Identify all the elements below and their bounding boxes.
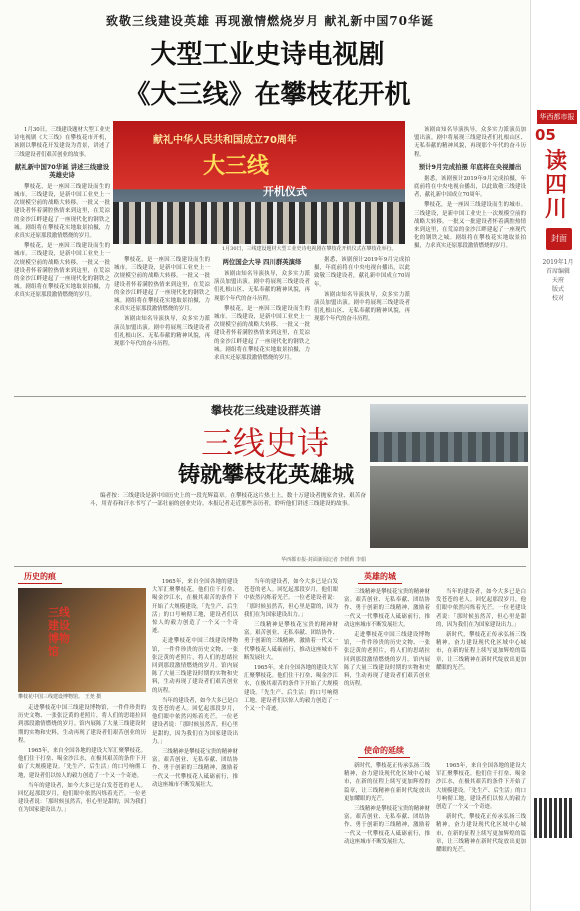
headline-title-line1: 大型工业史诗电视剧 [150,40,385,70]
banner-top-text: 献礼中华人民共和国成立70周年 [153,135,297,146]
column-4 [314,256,410,396]
column-5 [414,126,526,396]
column-4-paragraph-b: 该剧由知名导演执导，众多实力派演员加盟出演。剧中将展现三线建设者们扎根山区、无私奉献的精神风貌，再现那个年代的奋斗历程。 [314,291,410,323]
masthead-editor-3: 版式 [551,286,564,293]
bottom-column-3 [244,578,338,894]
bottom-column-7 [436,762,526,894]
bottom-col3-paragraph-c: 1965年，来自全国各地的建设大军汇聚攀枝花。他们住干打垒、喝金沙江水，在极其艰苦的条件下开始了大规模建设。「先生产、后生活」的口号响彻工地，建设者们以惊人的毅力创造了一个又一个奇迹。 [244,665,338,713]
special-title-red: 三线史诗 [200,424,329,462]
bottom-column-5 [436,588,526,738]
bottom-col6-paragraph-b: 三线精神是攀枝花宝贵的精神财富。艰苦创业、无私奉献、团结协作、勇于创新的三线精神，激励着一代又一代攀枝花人砥砺前行，推动这座城市不断发展壮大。 [344,806,430,845]
column-3 [214,256,310,396]
bottom-col1-paragraph: 走进攀枝花中国三线建设博物馆，一件件珍贵的历史文物、一张张泛黄的老照片，将人们的思绪拉回到那段激情燃烧的岁月。馆内展陈了大量三线建设时期的实物和史料，生动再现了建设者们艰苦创业的历程。 [18,705,146,744]
museum-caption: 攀枝花中国三线建设博物馆。 王尧 摄 [18,694,102,700]
bottom-col7-paragraph-b: 新时代，攀枝花正传承弘扬三线精神，奋力建设现代化区域中心城市，在新的征程上续写更加辉煌的篇章，让三线精神在新时代绽放出更加耀眼的光芒。 [436,814,526,854]
photo-caption: 1月30日，三线建设题材大型工业史诗电视剧在攀枝花开机仪式在攀枝花举行。 [222,246,397,252]
masthead-date: 2019年1月 [542,259,574,266]
masthead-info [538,258,578,303]
masthead-editor-1: 首席编辑 [545,268,570,275]
workers-photo [370,466,528,548]
bottom-col1-paragraph-b: 1965年，来自全国各地的建设大军汇聚攀枝花。他们住干打垒、喝金沙江水，在极其艰苦的条件下开始了大规模建设。「先生产、后生活」的口号响彻工地，建设者们以惊人的毅力创造了一个又一个奇迹。 [18,748,146,779]
museum-sign-text: 三线建设博物馆 [48,606,70,658]
banner-sub-text: 开机仪式 [263,185,307,198]
column-3-paragraph-b: 攀枝花，是一座因三线建设而生的城市。三线建设，是新中国工业史上一次规模空前的战略大转移。一批又一批建设者怀着满腔热情来到这里，在荒凉的金沙江畔建起了一座现代化的钢铁之城。剧组将在攀枝花实地取景拍摄，力求真实还原那段激情燃烧的岁月。 [214,305,310,362]
lead-column [14,126,110,396]
column-5-paragraph-c: 攀枝花，是一座因三线建设而生的城市。三线建设，是新中国工业史上一次规模空前的战略大转移。一批又一批建设者怀着满腔热情来到这里，在荒凉的金沙江畔建起了一座现代化的钢铁之城。剧组将在攀枝花实地取景拍摄，力求真实还原那段激情燃烧的岁月。 [414,202,526,250]
masthead-editor-2: 天府 [551,277,564,284]
subhead-1: 献礼新中国70华诞 讲述三线建设英雄史诗 [14,162,110,179]
column-5-paragraph-b: 据悉，该剧预计2019年9月完成拍摄，年底前将在中央电视台播出，以此致敬三线建设者，献礼新中国成立70周年。 [414,175,526,199]
section-divider-2 [14,566,526,567]
masthead-editor-4: 校对 [551,295,564,302]
lead-paragraph: 1月30日，三线建设题材大型工业史诗电视剧《大三线》在攀枝花市开机，该剧以攀枝花开发建设为背景，讲述了三线建设者们艰苦创业的故事。 [14,127,110,158]
bottom-col4-paragraph: 三线精神是攀枝花宝贵的精神财富。艰苦创业、无私奉献、团结协作、勇于创新的三线精神，激励着一代又一代攀枝花人砥砺前行，推动这座城市不断发展壮大。 [344,589,430,628]
bottom-col2-paragraph: 1965年，来自全国各地的建设大军汇聚攀枝花。他们住干打垒、喝金沙江水，在极其艰苦的条件下开始了大规模建设。「先生产、后生活」的口号响彻工地，建设者们以惊人的毅力创造了一个又一个奇迹。 [152,579,238,635]
bottom-column-6 [344,762,430,894]
bottom-col3-paragraph: 当年的建设者，如今大多已是白发苍苍的老人。回忆起那段岁月，他们眼中依然闪烁着光芒。一位老建设者说：「那时候虽然苦，但心里是甜的，因为我们在为国家建设出力。」 [244,579,338,618]
section-title: 读四川 [544,149,567,222]
bottom-col4-paragraph-b: 走进攀枝花中国三线建设博物馆，一件件珍贵的历史文物、一张张泛黄的老照片，将人们的思绪拉回到那段激情燃烧的岁月。馆内展陈了大量三线建设时期的实物和史料，生动再现了建设者们艰苦创业的历程。 [344,632,430,688]
section-badge: 封面 [546,228,572,250]
bottom-column-2 [152,578,238,894]
column-5-paragraph: 该剧由知名导演执导，众多实力派演员加盟出演。剧中将展现三线建设者们扎根山区、无私奉献的精神风貌，再现那个年代的奋斗历程。 [414,127,526,158]
mission-label: 使命的延续 [358,744,410,758]
column-2-paragraph: 攀枝花，是一座因三线建设而生的城市。三线建设，是新中国工业史上一次规模空前的战略大转移。一批又一批建设者怀着满腔热情来到这里，在荒凉的金沙江畔建起了一座现代化的钢铁之城。剧组将在攀枝花实地取景拍摄，力求真实还原那段激情燃烧的岁月。 [114,257,210,313]
subhead-2: 两位国企大导 四川群英演绎 [222,258,302,266]
factory-photo [370,404,528,462]
section-divider [14,396,526,397]
bottom-col2-paragraph-d: 三线精神是攀枝花宝贵的精神财富。艰苦创业、无私奉献、团结协作、勇于创新的三线精神，激励着一代又一代攀枝花人砥砺前行，推动这座城市不断发展壮大。 [152,749,238,788]
bottom-col5-paragraph: 当年的建设者，如今大多已是白发苍苍的老人。回忆起那段岁月，他们眼中依然闪烁着光芒。一位老建设者说：「那时候虽然苦，但心里是甜的，因为我们在为国家建设出力。」 [436,589,526,628]
history-label: 历史的痕 [18,570,62,584]
bottom-col2-paragraph-b: 走进攀枝花中国三线建设博物馆，一件件珍贵的历史文物、一张张泛黄的老照片，将人们的思绪拉回到那段激情燃烧的岁月。馆内展陈了大量三线建设时期的实物和史料，生动再现了建设者们艰苦创业的历程。 [152,638,238,694]
bottom-col1-paragraph-c: 当年的建设者，如今大多已是白发苍苍的老人。回忆起那段岁月，他们眼中依然闪烁着光芒。一位老建设者说：「那时候虽然苦，但心里是甜的，因为我们在为国家建设出力。」 [18,782,146,814]
body-paragraph-1: 攀枝花，是一座因三线建设而生的城市。三线建设，是新中国工业史上一次规模空前的战略大转移。一批又一批建设者怀着满腔热情来到这里，在荒凉的金沙江畔建起了一座现代化的钢铁之城。剧组将在攀枝花实地取景拍摄，力求真实还原那段激情燃烧的岁月。 [14,183,110,240]
paper-tag: 华西都市报 [537,110,577,124]
qr-code-icon[interactable] [534,798,574,838]
column-3-paragraph: 该剧由知名导演执导，众多实力派演员加盟出演。剧中将展现三线建设者们扎根山区、无私奉献的精神风貌，再现那个年代的奋斗历程。 [214,271,310,302]
bottom-column-4 [344,588,430,738]
bottom-column-1 [18,704,146,894]
special-intro [90,492,366,554]
special-byline: 华西都市报-封面新闻记者 李媛莉 李娟 [281,557,366,563]
special-intro-paragraph: 编者按：三线建设是新中国历史上的一段光辉篇章。在攀枝花这片热土上，数十万建设者抛家舍业、艰苦奋斗，用青春和汗水书写了一部壮丽的创业史诗。本报记者走近那些亲历者，聆听他们讲述三线建设的故事。 [90,493,366,508]
bottom-col7-paragraph: 1965年，来自全国各地的建设大军汇聚攀枝花。他们住干打垒、喝金沙江水，在极其艰苦的条件下开始了大规模建设。「先生产、后生活」的口号响彻工地，建设者们以惊人的毅力创造了一个又一个奇迹。 [436,763,526,811]
ceremony-guests [113,202,405,244]
museum-photo [18,588,146,692]
headline-title-line2: 《大三线》在攀枝花开机 [124,80,411,110]
bottom-col3-paragraph-b: 三线精神是攀枝花宝贵的精神财富。艰苦创业、无私奉献、团结协作、勇于创新的三线精神，激励着一代又一代攀枝花人砥砺前行，推动这座城市不断发展壮大。 [244,622,338,661]
heroes-label: 英雄的城 [358,570,402,584]
column-2 [114,256,210,396]
page-number: 05 [535,126,556,144]
column-2-paragraph-b: 该剧由知名导演执导，众多实力派演员加盟出演。剧中将展现三线建设者们扎根山区、无私奉献的精神风貌，再现那个年代的奋斗历程。 [114,316,210,348]
bottom-col5-paragraph-b: 新时代，攀枝花正传承弘扬三线精神，奋力建设现代化区域中心城市，在新的征程上续写更加辉煌的篇章，让三线精神在新时代绽放出更加耀眼的光芒。 [436,632,526,671]
bottom-col2-paragraph-c: 当年的建设者，如今大多已是白发苍苍的老人。回忆起那段岁月，他们眼中依然闪烁着光芒。一位老建设者说：「那时候虽然苦，但心里是甜的，因为我们在为国家建设出力。」 [152,697,238,745]
opening-ceremony-photo [113,121,405,244]
body-paragraph-1b: 攀枝花，是一座因三线建设而生的城市。三线建设，是新中国工业史上一次规模空前的战略大转移。一批又一批建设者怀着满腔热情来到这里，在荒凉的金沙江畔建起了一座现代化的钢铁之城。剧组将在攀枝花实地取景拍摄，力求真实还原那段激情燃烧的岁月。 [14,243,110,299]
headline-kicker: 致敬三线建设英雄 再现激情燃烧岁月 献礼新中国70华诞 [105,14,435,28]
subhead-3: 预计9月完成拍摄 年底将在央视播出 [418,162,522,171]
special-title-black: 铸就攀枝花英雄城 [177,463,354,488]
banner-main-text: 大三线 [203,154,270,179]
bottom-col6-paragraph: 新时代，攀枝花正传承弘扬三线精神，奋力建设现代化区域中心城市，在新的征程上续写更加辉煌的篇章，让三线精神在新时代绽放出更加耀眼的光芒。 [344,763,430,802]
special-kicker: 攀枝花三线建设群英谱 [211,404,321,417]
column-4-paragraph: 据悉，该剧预计2019年9月完成拍摄，年底前将在中央电视台播出，以此致敬三线建设者，献礼新中国成立70周年。 [314,257,410,288]
